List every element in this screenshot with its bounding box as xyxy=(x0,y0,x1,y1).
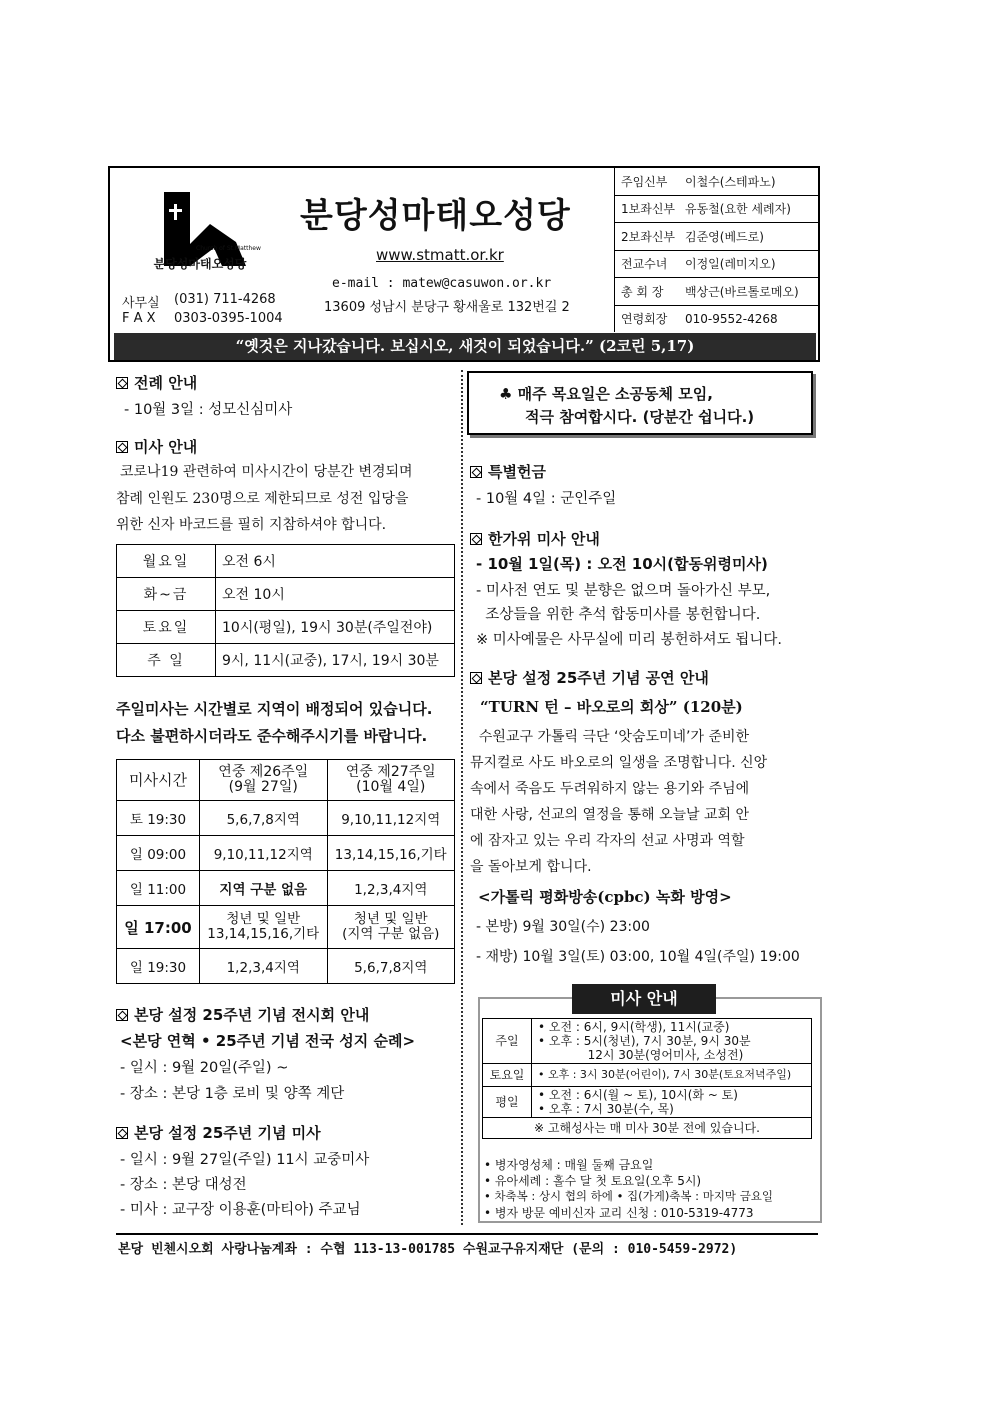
office-phone: (031) 711-4268 xyxy=(174,292,276,307)
table-row: 일 09:00 9,10,11,12지역 13,14,15,16,기타 xyxy=(117,836,455,871)
section-bullet-icon xyxy=(470,466,482,478)
exhibit-item: - 일시 : 9월 20일(주일) ~ xyxy=(120,1060,289,1076)
staff-row: 연령회장 010-9552-4268 xyxy=(621,311,778,327)
broadcast-item: - 본방) 9월 30일(수) 23:00 xyxy=(476,919,650,935)
concert-subtitle: “TURN 턴 – 바오로의 회상” (120분) xyxy=(480,698,743,716)
region-table xyxy=(116,759,455,984)
concert-text-line: 속에서 죽음도 두려워하지 않는 용기와 주님에 xyxy=(470,781,750,797)
exhibit-heading: 본당 설정 25주년 기념 전시회 안내 xyxy=(116,1004,369,1025)
table-row: ※ 고해성사는 매 미사 30분 전에 있습니다. xyxy=(483,1118,812,1139)
mass-text-line: 코로나19 관련하여 미사시간이 당분간 변경되며 xyxy=(120,464,413,480)
section-bullet-icon xyxy=(116,1127,128,1139)
table-row: 일 11:00 지역 구분 없음 1,2,3,4지역 xyxy=(117,871,455,906)
mass-guide-note: • 병자영성체 : 매월 둘째 금요일 xyxy=(484,1158,654,1172)
table-row: 토 19:30 5,6,7,8지역 9,10,11,12지역 xyxy=(117,801,455,836)
table-row: 토요일 10시(평일), 19시 30분(주일전야) xyxy=(117,611,455,644)
schedule-table xyxy=(116,544,455,677)
concert-text-line: 을 돌아보게 합니다. xyxy=(470,859,592,875)
section-bullet-icon xyxy=(116,441,128,453)
chuseok-item: - 미사전 연도 및 분향은 없으며 돌아가신 부모, xyxy=(476,583,771,599)
staff-row: 주임신부 이철수(스테파노) xyxy=(615,168,819,196)
chuseok-item: ※ 미사예물은 사무실에 미리 봉헌하셔도 됩니다. xyxy=(476,632,782,648)
mass-guide-note: • 차축복 : 상시 협의 하에 • 집(가게)축복 : 마지막 금요일 xyxy=(484,1189,774,1203)
mass-guide-table xyxy=(482,1018,812,1139)
concert-text-line: 뮤지컬로 사도 바오로의 일생을 조명합니다. 신앙 xyxy=(470,755,768,771)
quote-bar: “옛것은 지나갔습니다. 보십시오, 새것이 되었습니다.” (2코린 5,17) xyxy=(114,333,816,360)
table-row: 평일 • 오전 : 6시(월 ~ 토), 10시(화 ~ 토) • 오후 : 7시 30분(수, 목) xyxy=(483,1087,812,1118)
staff-row: 2보좌신부 김준영(베드로) xyxy=(615,223,819,251)
email-text: e-mail : matew@casuwon.or.kr xyxy=(332,276,552,291)
table-row: 토요일 • 오후 : 3시 30분(어린이), 7시 30분(토요저녁주일) xyxy=(483,1064,812,1087)
footer-text: 본당 빈첸시오회 사랑나눔계좌 : 수협 113-13-001785 수원교구유지재단 (문의 : 010-5459-2972) xyxy=(118,1242,738,1257)
section-bullet-icon xyxy=(116,377,128,389)
broadcast-item: - 재방) 10월 3일(토) 03:00, 10월 4일(주일) 19:00 xyxy=(476,949,800,965)
table-row: 일 17:00 청년 및 일반 13,14,15,16,기타 청년 및 일반 (지역 구분 없음) xyxy=(117,906,455,949)
liturgy-item: - 10월 3일 : 성모신심미사 xyxy=(124,402,293,418)
table-row: 주 일 9시, 11시(교중), 17시, 19시 30분 xyxy=(117,644,455,677)
logo-small-text: Church of St.Matthew xyxy=(196,245,261,252)
weekly-notice-line: 적극 참여합시다. (당분간 쉽니다.) xyxy=(525,408,755,426)
section-bullet-icon xyxy=(470,672,482,684)
broadcast-title: <가톨릭 평화방송(cpbc) 녹화 방영> xyxy=(478,888,732,906)
section-bullet-icon xyxy=(470,533,482,545)
chuseok-item: 조상들을 위한 추석 합동미사를 봉헌합니다. xyxy=(476,607,761,623)
weekly-notice-line: ♣ 매주 목요일은 소공동체 모임, xyxy=(499,385,713,403)
staff-row: 전교수녀 이정일(레미지오) xyxy=(615,251,819,279)
fax-label: F A X xyxy=(122,311,156,326)
chuseok-heading: 한가위 미사 안내 xyxy=(470,528,600,549)
region-text-line: 다소 불편하시더라도 준수해주시기를 바랍니다. xyxy=(116,727,428,745)
staff-list xyxy=(614,168,819,332)
special-offering-heading: 특별헌금 xyxy=(470,461,546,482)
exhibit-subtitle: <본당 연혁 • 25주년 기념 전국 성지 순례> xyxy=(120,1032,416,1050)
concert-text-line: 수원교구 가톨릭 극단 ‘앗숨도미네’가 준비한 xyxy=(470,729,750,745)
mass-guide-note: • 병자 방문 예비신자 교리 신청 : 010-5319-4773 xyxy=(484,1206,754,1220)
concert-text-line: 대한 사랑, 선교의 열정을 통해 오늘날 교회 안 xyxy=(470,807,750,823)
table-row: 화~금 오전 10시 xyxy=(117,578,455,611)
chuseok-item: - 10월 1일(목) : 오전 10시(합동위령미사) xyxy=(476,555,768,573)
fax-number: 0303-0395-1004 xyxy=(174,311,283,326)
anniversary-mass-item: - 장소 : 본당 대성전 xyxy=(120,1177,247,1193)
mass-guide-title: 미사 안내 xyxy=(572,984,716,1014)
website-link[interactable]: www.stmatt.or.kr xyxy=(376,246,504,264)
table-header-row: 미사시간 연중 제26주일 (9월 27일) 연중 제27주일 (10월 4일) xyxy=(117,760,455,801)
staff-row: 총 회 장 백상근(바르톨로메오) xyxy=(615,278,819,306)
staff-row: 1보좌신부 유동철(요한 세례자) xyxy=(615,196,819,224)
address-text: 13609 성남시 분당구 황새울로 132번길 2 xyxy=(324,300,570,315)
liturgy-heading: 전례 안내 xyxy=(116,372,197,393)
column-divider xyxy=(461,370,463,1225)
mass-text-line: 위한 신자 바코드를 필히 지참하셔야 합니다. xyxy=(116,517,387,533)
office-label: 사무실 xyxy=(122,296,160,311)
table-row: 월요일 오전 6시 xyxy=(117,545,455,578)
section-bullet-icon xyxy=(116,1009,128,1021)
weekly-notice-box xyxy=(467,371,813,435)
anniversary-mass-item: - 미사 : 교구장 이용훈(마티아) 주교님 xyxy=(120,1202,361,1218)
concert-heading: 본당 설정 25주년 기념 공연 안내 xyxy=(470,667,709,688)
concert-text-line: 에 잠자고 있는 우리 각자의 선교 사명과 역할 xyxy=(470,833,745,849)
special-offering-item: - 10월 4일 : 군인주일 xyxy=(476,491,617,507)
table-row: 주일 • 오전 : 6시, 9시(학생), 11시(교중) • 오후 : 5시(청년), 7시 30분, 9시 30분 12시 30분(영어미사, 소성전) xyxy=(483,1019,812,1064)
church-title: 분당성마태오성당 xyxy=(300,196,571,236)
mass-guide-note: • 유아세례 : 홀수 달 첫 토요일(오후 5시) xyxy=(484,1174,702,1188)
table-row: 일 19:30 1,2,3,4지역 5,6,7,8지역 xyxy=(117,949,455,984)
logo-caption: 분당성마태오성당 xyxy=(153,257,247,271)
exhibit-item: - 장소 : 본당 1층 로비 및 양쪽 계단 xyxy=(120,1086,345,1102)
mass-text-line: 참례 인원도 230명으로 제한되므로 성전 입당을 xyxy=(116,491,409,507)
anniversary-mass-item: - 일시 : 9월 27일(주일) 11시 교중미사 xyxy=(120,1152,370,1168)
mass-heading: 미사 안내 xyxy=(116,436,197,457)
footer-rule xyxy=(116,1233,818,1235)
anniversary-mass-heading: 본당 설정 25주년 기념 미사 xyxy=(116,1122,321,1143)
region-text-line: 주일미사는 시간별로 지역이 배정되어 있습니다. xyxy=(116,700,433,718)
